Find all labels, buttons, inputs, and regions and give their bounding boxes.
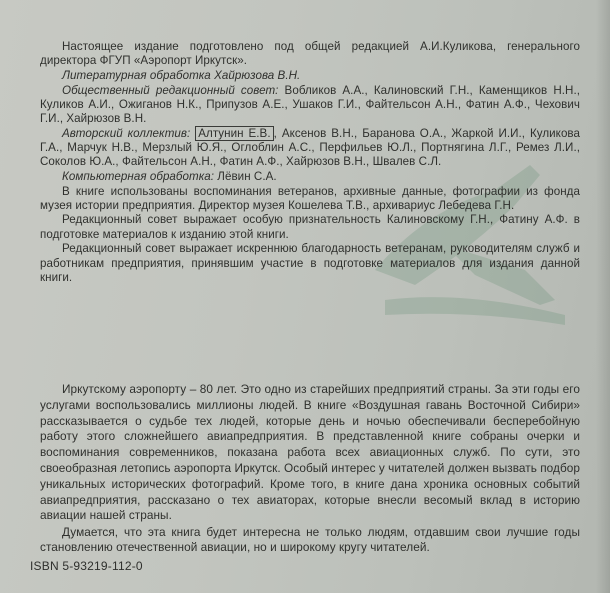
literary-label: Литературная обработка — [62, 68, 211, 82]
editorial-intro: Настоящее издание подготовлено под общей редакцией А.И.Куликова, генерального директора ФГУП «Аэропорт Иркутск». — [40, 40, 580, 68]
computer-names: Лёвин С.А. — [217, 169, 277, 183]
isbn-number: ISBN 5-93219-112-0 — [30, 559, 143, 573]
annotation-block — [40, 382, 580, 556]
literary-names: Хайрюзова В.Н. — [214, 68, 301, 82]
thanks-paragraph-1: Редакционный совет выражает особую признательность Калиновскому Г.Н., Фатину А.Ф. в подготовке материалов к изданию этой книги. — [40, 213, 580, 241]
authors-names: , Аксенов В.Н., Баранова О.А., Жаркой И.И., Куликова Г.А., Марчук Н.В., Мерзлый Ю.Я., Оглоблин А.С., Перфильев Ю.Л., Портнягина Л.Г., Ремез Л.И., Соколов Ю.А., Файтельсон А.Н., Фатин А.Ф., Хайрюзов В.Н., Швалев С.Л. — [40, 126, 581, 169]
annotation-paragraph-2: Думается, что эта книга будет интересна не только людям, отдавшим свои лучшие годы становлению отечественной авиации, но и широкому кругу читателей. — [40, 524, 580, 555]
literary-editing — [40, 69, 580, 83]
editorial-council — [40, 84, 580, 127]
annotation-paragraph-1: Иркутскому аэропорту – 80 лет. Это одно из старейших предприятий страны. За эти годы его услугами воспользовались миллионы людей. В книге «Воздушная гавань Восточной Сибири» рассказывается о судьбе тех людей, которые день и ночью обеспечивали бесперебойную работу этого сложнейшего авиапредприятия. В представленной книге собраны очерки и воспоминания современников, показана работа всех авиационных служб. По сути, это своеобразная летопись аэропорта Иркутск. Особый интерес у читателей должен вызвать подбор уникальных исторических фотографий. Кроме того, в книге дана хроника основных событий авиапредприятия, рассказано о тех авиаторах, которые внесли весомый вклад в историю авиации нашей страны. — [40, 382, 580, 523]
computer-processing — [40, 170, 580, 184]
authors-first-boxed: Алтунин Е.В. — [195, 126, 273, 141]
computer-label: Компьютерная обработка: — [62, 169, 215, 183]
sources-paragraph: В книге использованы воспоминания ветеранов, архивные данные, фотографии из фонда музея истории предприятия. Директор музея Кошелева Т.В., архивариус Лебедева Г.Н. — [40, 184, 580, 212]
authors-collective — [40, 127, 580, 170]
page-gutter-shadow — [596, 0, 610, 593]
authors-label: Авторский коллектив: — [62, 126, 191, 140]
council-names: Вобликов А.А., Калиновский Г.Н., Каменщиков Н.Н., Куликов А.И., Ожиганов Н.К., Припузов А.Е., Ушаков Г.И., Файтельсон А.Н., Фатин А.Ф., Чехович Г.И., Хайрюзов В.Н. — [40, 83, 580, 126]
thanks-paragraph-2: Редакционный совет выражает искреннюю благодарность ветеранам, руководителям служб и работникам предприятия, принявшим участие в подготовке материалов для издания данной книги. — [40, 242, 580, 284]
credits-block — [40, 40, 580, 285]
council-label: Общественный редакционный совет: — [62, 83, 279, 97]
